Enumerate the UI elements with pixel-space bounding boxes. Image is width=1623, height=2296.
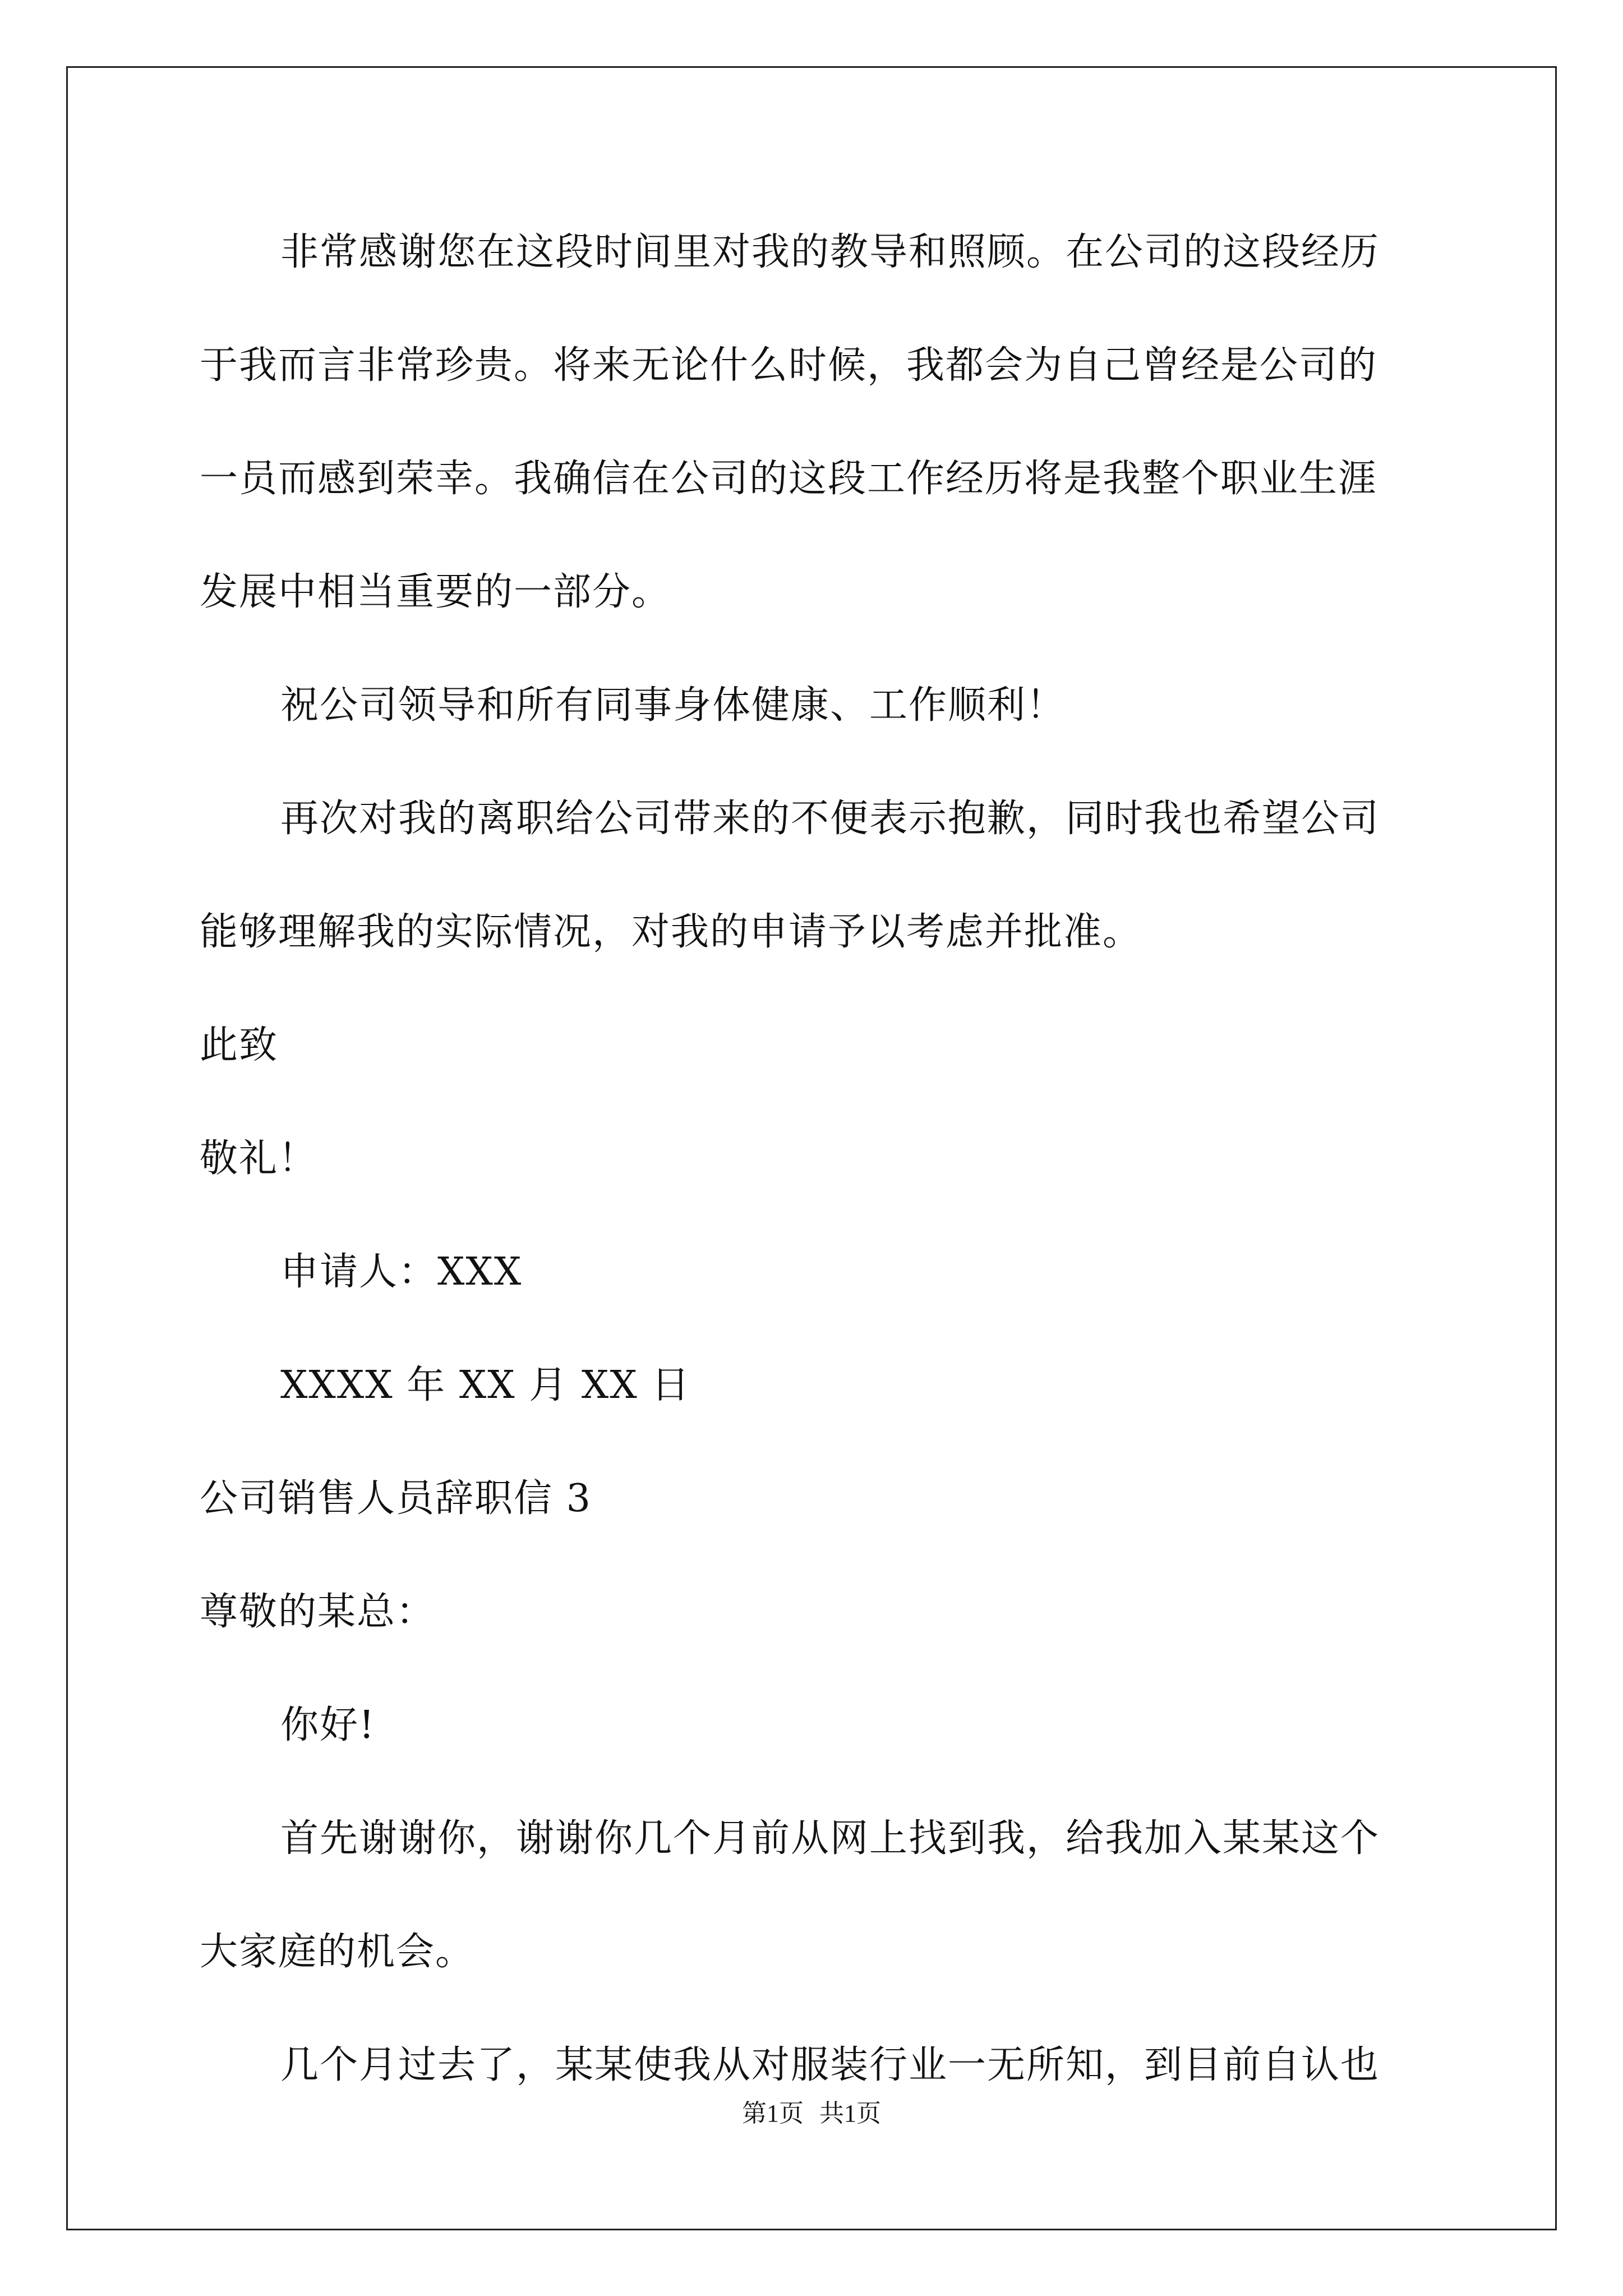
paragraph-line: 非常感谢您在这段时间里对我的教导和照顾。在公司的这段经历: [280, 230, 1380, 274]
paragraph-line: 再次对我的离职给公司带来的不便表示抱歉，同时我也希望公司: [280, 797, 1380, 841]
applicant-line: 申请人：XXX: [280, 1250, 523, 1294]
page-total: 共1页: [819, 2100, 881, 2127]
paragraph-line: 首先谢谢你，谢谢你几个月前从网上找到我，给我加入某某这个: [280, 1816, 1380, 1861]
date-line: XXXX 年 XX 月 XX 日: [280, 1363, 691, 1407]
closing-line: 敬礼！: [200, 1137, 318, 1181]
greeting-line: 你好!: [280, 1703, 376, 1747]
page-footer: [0, 2100, 1623, 2128]
closing-line: 此致: [200, 1023, 279, 1068]
paragraph-line: 几个月过去了，某某使我从对服装行业一无所知，到目前自认也: [280, 2043, 1380, 2087]
paragraph-line: 祝公司领导和所有同事身体健康、工作顺利！: [280, 683, 1066, 728]
paragraph-line: 于我而言非常珍贵。将来无论什么时候，我都会为自己曾经是公司的: [200, 343, 1378, 388]
paragraph-line: 一员而感到荣幸。我确信在公司的这段工作经历将是我整个职业生涯: [200, 457, 1378, 501]
paragraph-line: 大家庭的机会。: [200, 1930, 475, 1974]
section-title: 公司销售人员辞职信 3: [200, 1476, 592, 1521]
paragraph-line: 发展中相当重要的一部分。: [200, 570, 671, 614]
page-number: 第1页: [742, 2100, 804, 2127]
paragraph-line: 能够理解我的实际情况，对我的申请予以考虑并批准。: [200, 910, 1142, 954]
salutation-line: 尊敬的某总：: [200, 1590, 436, 1634]
